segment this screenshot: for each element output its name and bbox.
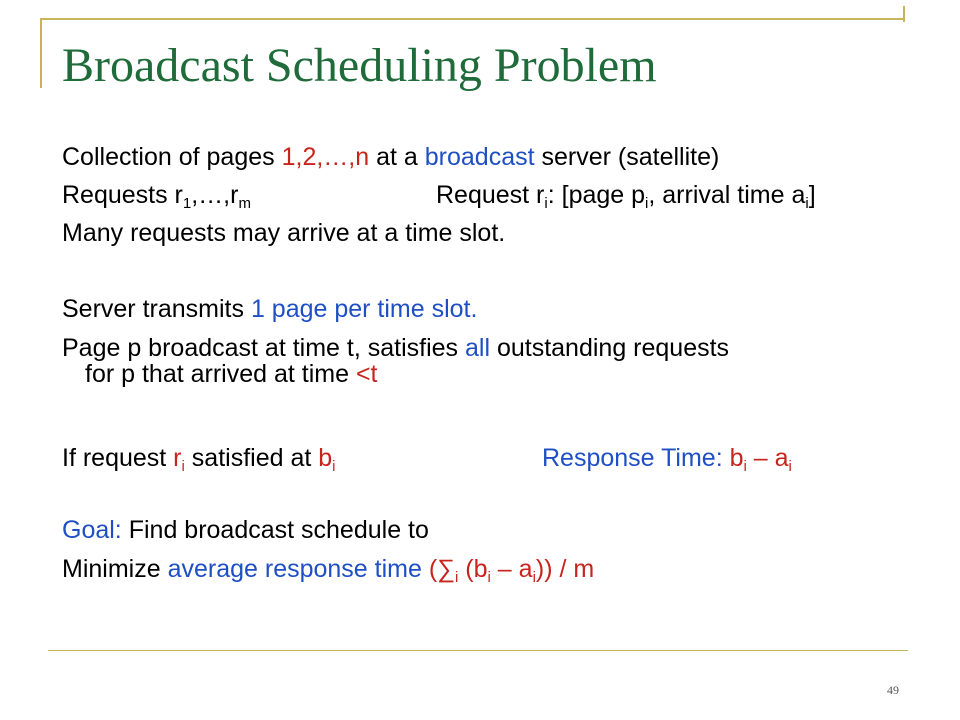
text-line-minimize: Minimize average response time ($\sum_i$ $(b_i - a_i)$) / m bbox=[62, 555, 595, 586]
text-line-response: If request $r_i$ satisfied at $b_i$ Response Time: $b_i - a_i$ bbox=[62, 444, 792, 475]
text-line-goal: Goal: Find broadcast schedule to bbox=[62, 516, 429, 544]
frame-right-tick bbox=[903, 6, 905, 22]
text-line-page-broadcast-cont: for p that arrived at time <t bbox=[85, 360, 378, 388]
text-line-many-requests: Many requests may arrive at a time slot. bbox=[62, 219, 506, 247]
bottom-divider bbox=[48, 650, 908, 651]
text-line-server: Server transmits 1 page per time slot. bbox=[62, 295, 478, 323]
text-line-requests: Requests $r_1,\dots,r_m$ Request $r_i$: [page $p_i$, arrival time $a_i$] bbox=[62, 181, 816, 212]
text-line-pages: Collection of pages 1,2,…,n at a broadcast server (satellite) bbox=[62, 143, 720, 171]
page-number: 49 bbox=[887, 683, 899, 697]
frame-top-line bbox=[40, 18, 905, 20]
text-line-page-broadcast: Page p broadcast at time t, satisfies all outstanding requests bbox=[62, 334, 730, 362]
frame-left-line bbox=[40, 18, 42, 88]
slide-title: Broadcast Scheduling Problem bbox=[62, 39, 657, 92]
